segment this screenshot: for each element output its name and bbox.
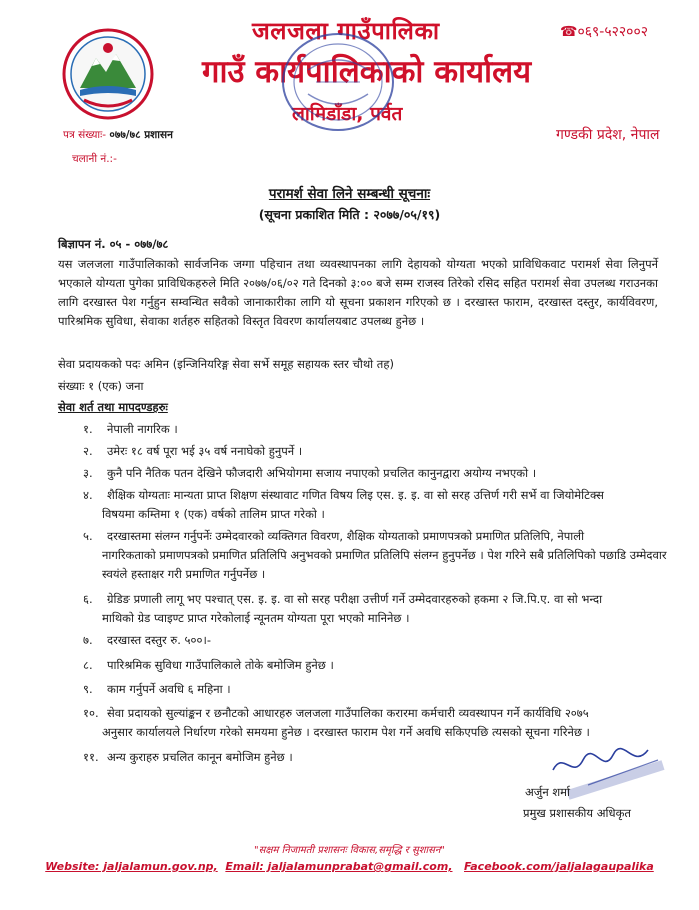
footer-facebook-link[interactable]: Facebook.com/jaljalagaupalika [464, 860, 654, 873]
condition-item: ११. अन्य कुराहरु प्रचलित कानून बमोजिम हुनेछ । [83, 750, 293, 764]
condition-item: ६. ग्रेडिङ प्रणाली लागू भए पश्चात् एस. इ. इ. वा सो सरह परीक्षा उत्तीर्ण गर्ने उम्मेदवारहरुको हकमा २ जि.पि.ए. वा सो भन्दा [83, 592, 603, 606]
municipality-emblem-icon [62, 28, 154, 120]
province-label: गण्डकी प्रदेश, नेपाल [556, 127, 660, 143]
notice-body: यस जलजला गाउँपालिकाको सार्वजनिक जग्गा पहिचान तथा व्यवस्थापनका लागि देहायको योग्यता भएको प्राविधिकवाट परामर्श सेवा लिनुपर्ने भएकाले योग्यता पुगेका प्राविधिकहरुले मिति २०७७/०६/०२ गते दिनको ३:०० बजे सम्म राजस्व तिरेको रसिद सहित परामर्श सेवा उपलब्ध गराउनका लागि दरखास्त पेश गर्नुहुन सम्वन्धित सवैको जानाकारीका लागि यो सूचना प्रकाशन गरिएको छ । दरखास्त फाराम, दरखास्त दस्तुर, कार्यविवरण, पारिश्रमिक सुविधा, सेवाका शर्तहरु सहितको विस्तृत विवरण कार्यालयबाट उपलब्ध हुनेछ । [58, 257, 658, 328]
footer-email-link[interactable]: Email: jaljalamunprabat@gmail.com, [225, 860, 453, 873]
signer-name: अर्जुन शर्मा [525, 785, 571, 799]
footer-motto: "सक्षम निजामती प्रशासनः विकास,समृद्धि र सुशासन" [253, 845, 446, 856]
condition-item: ८. पारिश्रमिक सुविधा गाउँपालिकाले तोके बमोजिम हुनेछ । [83, 658, 334, 672]
signer-title: प्रमुख प्रशासकीय अधिकृत [523, 806, 631, 820]
office-address: लामिडाँडा, पर्वत [292, 103, 403, 125]
dispatch-number-label: चलानी नं.:- [72, 153, 117, 165]
municipality-name: जलजला गाउँपालिका [252, 17, 440, 45]
office-stamp-icon [278, 30, 398, 135]
letter-number-value: ०७७/७८ प्रशासन [109, 129, 173, 141]
condition-item: ३. कुनै पनि नैतिक पतन देखिने फौजदारी अभियोगमा सजाय नपाएको प्रचलित कानुनद्वारा अयोग्य नभएको । [83, 466, 537, 480]
conditions-heading: सेवा शर्त तथा मापदण्डहरुः [58, 400, 168, 414]
condition-item: १०. सेवा प्रदायको सुल्यांङ्कन र छनौटको आधारहरु जलजला गाउँपालिका करारमा कर्मचारी व्यवस्थापन गर्ने कार्यविधि २०७५ [83, 706, 589, 720]
condition-item-continued: अनुसार कार्यालयले निर्धारण गरेको समयमा हुनेछ । दरखास्त फाराम पेश गर्ने अवधि सकिएपछि त्यसको सूचना गरिनेछ । [102, 725, 590, 739]
post-line: सेवा प्रदायकको पदः अमिन (इन्जिनियरिङ्ग सेवा सर्भे समूह सहायक स्तर चौथो तह) [58, 357, 394, 371]
office-phone: ☎०६९-५२२००२ [560, 24, 649, 40]
letter-number-label: पत्र संख्याः- [63, 129, 107, 141]
condition-item-continued: नागरिकताको प्रमाणपत्रको प्रमाणित प्रतिलिपि अनुभवको प्रमाणित प्रतिलिपि संलग्न हुनुपर्नेछ । पेश गरिने सबै प्रतिलिपिको पछाडि उम्मेदवार स्वयंले हस्ताक्षर गरी प्रमाणित गर्नुपर्नेछ । [102, 548, 667, 581]
vacancy-count: संख्याः १ (एक) जना [58, 379, 144, 393]
notice-title: परामर्श सेवा लिने सम्बन्धी सूचनाः [268, 186, 431, 202]
condition-item-continued: माथिको ग्रेड प्वाइण्ट प्राप्त गरेकोलाई न्यूनतम योग्यता पूरा भएको मानिनेछ । [102, 611, 410, 625]
office-name: गाउँ कार्यपालिकाको कार्यालय [202, 54, 532, 90]
footer-contact [0, 860, 699, 873]
condition-item-continued: विषयमा कम्तिमा १ (एक) वर्षको तालिम प्राप्त गरेको । [102, 507, 325, 521]
footer-website-link[interactable]: Website: jaljalamun.gov.np, [45, 860, 218, 873]
condition-item: ४. शैक्षिक योग्यताः मान्यता प्राप्त शिक्षण संस्थावाट गणित विषय लिइ एस. इ. इ. वा सो सरह उत्तिर्ण गरी सर्भे वा जियोमेटिक्स [83, 488, 604, 502]
letter-number [63, 128, 173, 142]
condition-item: ९. काम गर्नुपर्ने अवधि ६ महिना । [83, 682, 231, 696]
condition-item: ७. दरखास्त दस्तुर रु. ५००।- [83, 633, 212, 647]
condition-item: ५. दरखास्तमा संलग्न गर्नुपर्नेः उम्मेदवारको व्यक्तिगत विवरण, शैक्षिक योग्यताको प्रमाणपत्रको प्रमाणित प्रतिलिपि, नेपाली [83, 529, 585, 543]
notice-published-date: (सूचना प्रकाशित मिति : २०७७/०५/१९) [258, 207, 441, 222]
condition-item: १. नेपाली नागरिक । [83, 422, 178, 436]
condition-item: २. उमेरः १८ वर्ष पूरा भई ३५ वर्ष ननाघेको हुनुपर्ने । [83, 444, 303, 458]
advertisement-number: बिज्ञापन नं. ०५ - ०७७/७८ [58, 237, 169, 251]
